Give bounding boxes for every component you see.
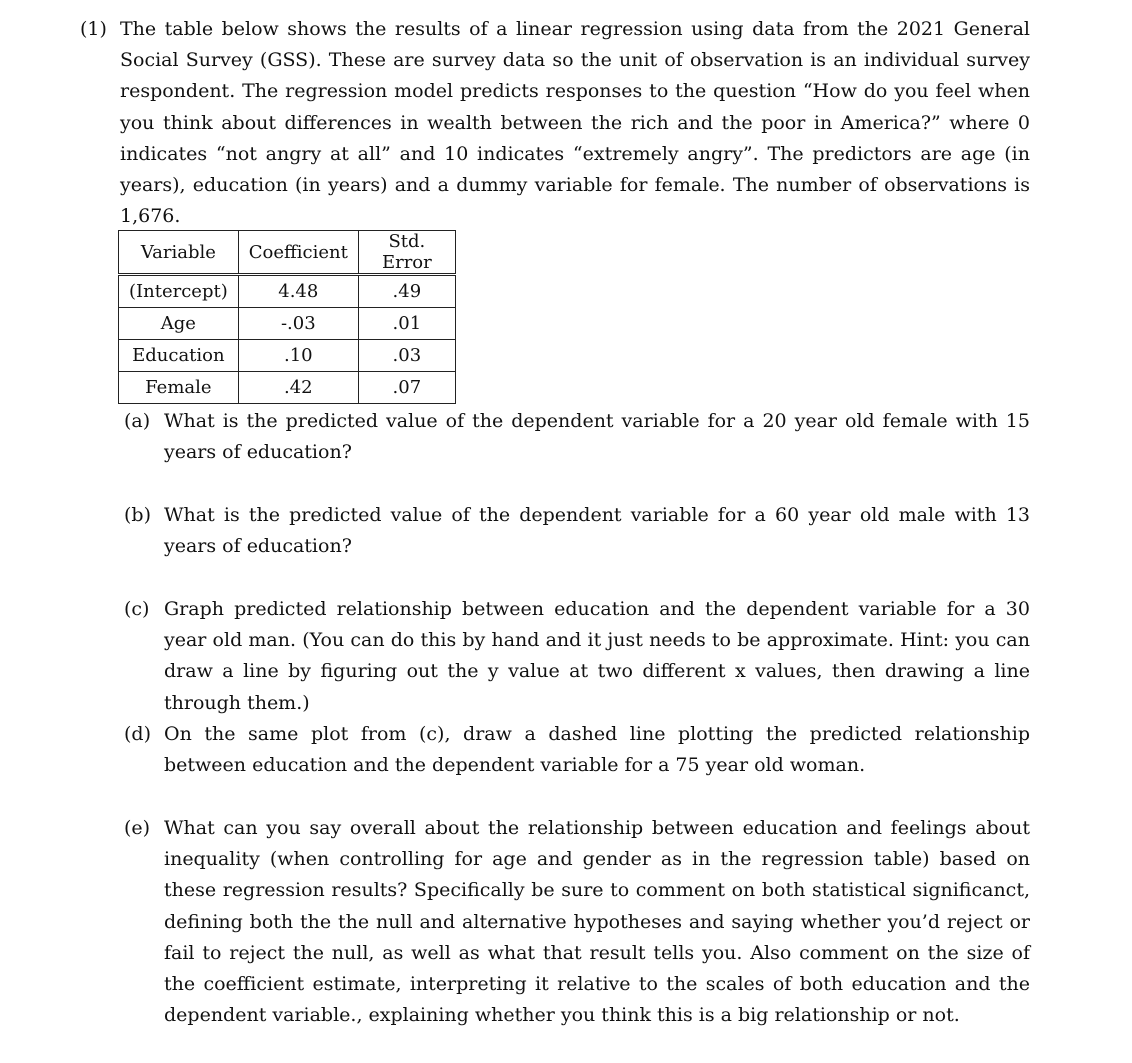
table-row xyxy=(119,372,456,404)
question-c xyxy=(124,594,1030,719)
header-std-error: Std. Error xyxy=(358,231,455,275)
question-label: (b) xyxy=(124,504,151,526)
cell-coefficient: .10 xyxy=(238,340,358,372)
question-b xyxy=(124,500,1030,562)
problem-1 xyxy=(80,14,1030,1027)
question-e xyxy=(124,813,1030,1031)
question-label: (d) xyxy=(124,723,151,745)
table-header-row xyxy=(119,231,456,275)
question-label: (a) xyxy=(124,410,151,432)
cell-std-error: .49 xyxy=(358,275,455,308)
problem-intro-text: The table below shows the results of a linear regression using data from the 2021 General Social Survey (GSS). These are survey data so the unit of observation is an individual survey respondent. The regression model predicts responses to the question “How do you feel when you think about differences in wealth between the rich and the poor in America?” where 0 indicates “not angry at all” and 10 indicates “extremely angry”. The predictors are age (in years), education (in years) and a dummy variable for female. The number of observations is 1,676. xyxy=(120,18,1030,228)
table-row xyxy=(119,275,456,308)
problem-intro xyxy=(80,14,1030,232)
question-text: What can you say overall about the relationship between education and feelings about inequality (when controlling for age and gender as in the regression table) based on these regression results? Specifically be sure to comment on both statistical significanct, defining both the the null and alternative hypotheses and saying whether you’d reject or fail to reject the null, as well as what that result tells you. Also comment on the size of the coefficient estimate, interpreting it relative to the scales of both education and the dependent variable., explaining whether you think this is a big relationship or not. xyxy=(164,817,1030,1027)
question-label: (e) xyxy=(124,817,151,839)
question-text: What is the predicted value of the dependent variable for a 60 year old male with 13 years of education? xyxy=(164,504,1030,558)
cell-coefficient: .42 xyxy=(238,372,358,404)
table-row xyxy=(119,308,456,340)
question-text: On the same plot from (c), draw a dashed line plotting the predicted relationship between education and the dependent variable for a 75 year old woman. xyxy=(164,723,1030,777)
cell-variable: (Intercept) xyxy=(119,275,239,308)
question-text: What is the predicted value of the dependent variable for a 20 year old female with 15 years of education? xyxy=(164,410,1030,464)
cell-std-error: .01 xyxy=(358,308,455,340)
cell-variable: Education xyxy=(119,340,239,372)
cell-coefficient: 4.48 xyxy=(238,275,358,308)
cell-std-error: .07 xyxy=(358,372,455,404)
question-label: (c) xyxy=(124,598,150,620)
header-variable: Variable xyxy=(119,231,239,275)
cell-coefficient: -.03 xyxy=(238,308,358,340)
cell-variable: Age xyxy=(119,308,239,340)
cell-std-error: .03 xyxy=(358,340,455,372)
question-text: Graph predicted relationship between education and the dependent variable for a 30 year old man. (You can do this by hand and it just needs to be approximate. Hint: you can draw a line by figuring out the y value at two different x values, then drawing a line through them.) xyxy=(164,598,1030,714)
cell-variable: Female xyxy=(119,372,239,404)
question-a xyxy=(124,406,1030,468)
table-row xyxy=(119,340,456,372)
question-d xyxy=(124,719,1030,781)
header-coefficient: Coefficient xyxy=(238,231,358,275)
problem-number: (1) xyxy=(80,18,107,40)
regression-table xyxy=(118,230,456,404)
